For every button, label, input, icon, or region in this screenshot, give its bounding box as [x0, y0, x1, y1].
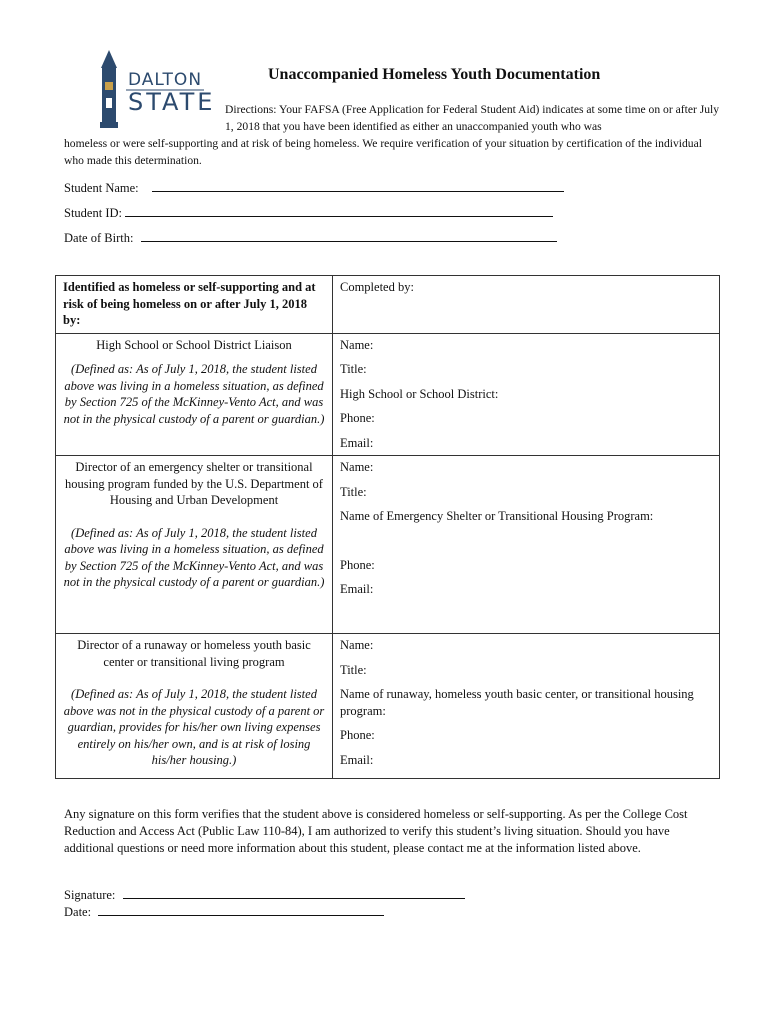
date-field[interactable]: [64, 905, 384, 920]
student-id-line[interactable]: [125, 215, 553, 217]
row3-title-field[interactable]: Title:: [340, 662, 367, 677]
header-right-text: Completed by:: [340, 280, 414, 294]
dob-line[interactable]: [141, 240, 557, 242]
row2-title: Director of an emergency shelter or transitional housing program funded by the U.S. Department of Housing and Urban Development: [65, 460, 323, 507]
row1-name-field[interactable]: Name:: [340, 337, 374, 352]
row3-program-field[interactable]: Name of runaway, homeless youth basic center, or transitional housing program:: [340, 687, 694, 718]
date-label: Date:: [64, 905, 92, 919]
row1-title-field[interactable]: Title:: [340, 362, 367, 376]
directions-text: Directions: Your FAFSA (Free Application for Federal Student Aid) indicates at some time on or after July 1, 2018 that you have been identified as either an unaccompanied youth who was: [225, 103, 720, 133]
row3-email-field[interactable]: Email:: [340, 752, 374, 767]
row3-right: [333, 634, 720, 779]
header-right-cell: [333, 276, 720, 334]
row1-right: [333, 333, 720, 456]
student-id-field[interactable]: [64, 206, 553, 221]
row2-left: [56, 456, 333, 634]
student-name-line[interactable]: [152, 190, 564, 192]
logo-line2: STATE: [128, 88, 216, 116]
row2-title-field[interactable]: Title:: [340, 484, 367, 499]
tower-icon: [100, 50, 118, 128]
row1-email-field[interactable]: Email:: [340, 435, 374, 450]
authorization-statement: Any signature on this form verifies that the student above is considered homeless or self-supporting. As per the College Cost Reduction and Access Act (Public Law 110-84), I am authorized to verify this student’s living situation. Should you have additional questions or need more information about this student, please contact me at the information listed above.: [64, 807, 688, 855]
signature-label: Signature:: [64, 888, 116, 902]
row2-phone-field[interactable]: Phone:: [340, 557, 375, 572]
row3-definition: (Defined as: As of July 1, 2018, the student listed above was not in the physical custody of a parent or guardian, provides for his/her own living expenses entirely on his/her own, and is at risk of losing his/her housing.): [63, 687, 325, 767]
header-left-text: Identified as homeless or self-supporting and at risk of being homeless on or after July 1, 2018 by:: [63, 280, 316, 327]
table-header-row: [56, 276, 720, 334]
student-name-field[interactable]: [64, 181, 564, 196]
student-name-label: Student Name:: [64, 181, 139, 195]
row2-program-field[interactable]: Name of Emergency Shelter or Transitional Housing Program:: [340, 509, 654, 523]
row1-phone-field[interactable]: Phone:: [340, 411, 375, 425]
verification-table: [55, 275, 720, 779]
row2-name-field[interactable]: Name:: [340, 460, 374, 474]
row1-title: High School or School District Liaison: [96, 337, 292, 352]
row3-name-field[interactable]: Name:: [340, 638, 374, 652]
page-title: Unaccompanied Homeless Youth Documentation: [268, 66, 601, 83]
date-line[interactable]: [98, 914, 384, 916]
header-left-cell: [56, 276, 333, 334]
table-row: [56, 456, 720, 634]
student-id-label: Student ID:: [64, 206, 122, 220]
row2-email-field[interactable]: Email:: [340, 582, 374, 596]
signature-field[interactable]: [64, 888, 465, 903]
row1-definition: (Defined as: As of July 1, 2018, the student listed above was living in a homeless situation, as defined by Section 725 of the McKinney-Vento Act, and was not in the physical custody of a parent or guardian.): [63, 362, 325, 426]
directions-text-continued: homeless or were self-supporting and at risk of being homeless. We require verification of your situation by certification of the individual who made this determination.: [64, 137, 702, 167]
table-row: [56, 333, 720, 456]
row3-left: [56, 634, 333, 779]
dob-label: Date of Birth:: [64, 231, 134, 245]
table-row: [56, 634, 720, 779]
row3-phone-field[interactable]: Phone:: [340, 728, 375, 742]
signature-line[interactable]: [123, 897, 465, 899]
row1-left: [56, 333, 333, 456]
row1-school-field[interactable]: High School or School District:: [340, 386, 499, 401]
row2-right: [333, 456, 720, 634]
dob-field[interactable]: [64, 231, 557, 246]
row3-title: Director of a runaway or homeless youth basic center or transitional living program: [77, 638, 311, 669]
logo-line1: DALTON: [128, 70, 203, 90]
row2-definition: (Defined as: As of July 1, 2018, the student listed above was living in a homeless situation, as defined by Section 725 of the McKinney-Vento Act, and was not in the physical custody of a parent or guardian.): [63, 525, 325, 589]
